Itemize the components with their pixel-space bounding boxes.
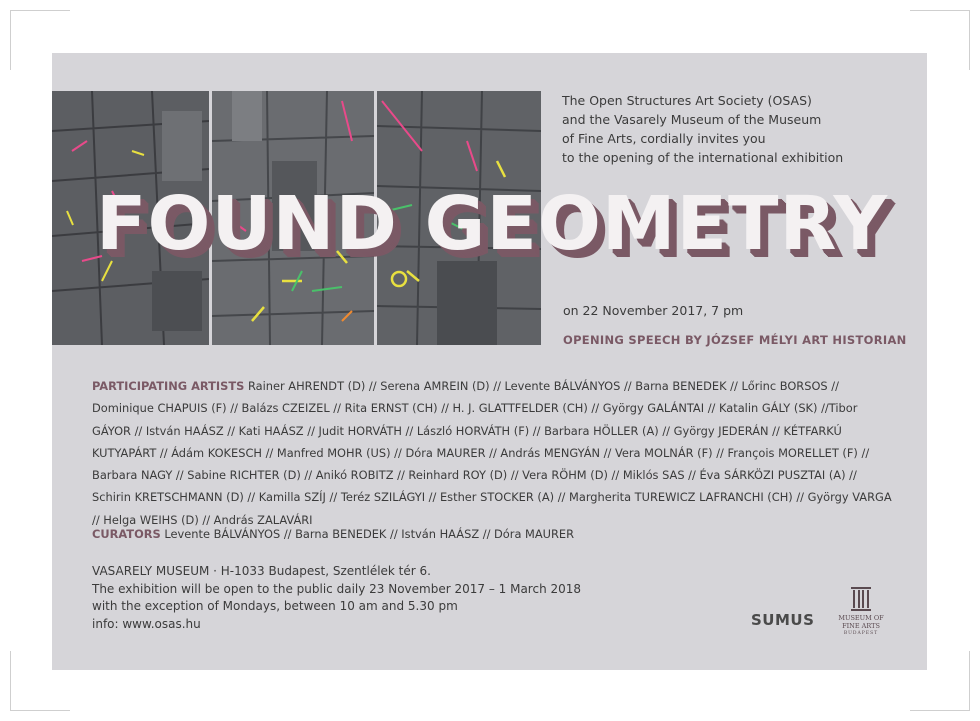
venue-info — [92, 563, 581, 633]
curators-list: Levente BÁLVÁNYOS // Barna BENEDEK // István HAÁSZ // Dóra MAURER — [164, 527, 575, 541]
opening-date: on 22 November 2017, 7 pm — [563, 303, 744, 318]
intro-line: to the opening of the international exhibition — [562, 150, 844, 165]
invitation-intro — [562, 91, 912, 167]
curators-label: CURATORS — [92, 527, 161, 541]
museum-name-line1: MUSEUM OF — [838, 614, 884, 622]
crop-mark — [969, 651, 970, 711]
exhibition-title: FOUND GEOMETRY — [96, 181, 889, 267]
crop-mark — [10, 10, 70, 11]
opening-speech: OPENING SPEECH BY JÓZSEF MÉLYI ART HISTORIAN — [563, 333, 907, 347]
opening-hours: The exhibition will be open to the public daily 23 November 2017 – 1 March 2018 — [92, 581, 582, 596]
curators — [92, 527, 892, 541]
participating-artists — [92, 375, 892, 531]
museum-city: BUDAPEST — [843, 631, 879, 636]
crop-mark — [10, 651, 11, 711]
sumus-logo: SUMUS — [751, 611, 815, 629]
intro-line: The Open Structures Art Society (OSAS) — [562, 93, 812, 108]
museum-name-line2: FINE ARTS — [842, 621, 880, 630]
intro-line: and the Vasarely Museum of the Museum — [562, 112, 822, 127]
closing-note: with the exception of Mondays, between 10 am and 5.30 pm — [92, 599, 458, 613]
artists-label: PARTICIPATING ARTISTS — [92, 379, 245, 393]
crop-mark — [910, 10, 970, 11]
crop-mark — [10, 10, 11, 70]
museum-columns-icon — [850, 586, 872, 612]
venue-address: VASARELY MUSEUM · H-1033 Budapest, Szentlélek tér 6. — [92, 564, 431, 578]
crop-mark — [10, 710, 70, 711]
intro-line: of Fine Arts, cordially invites you — [562, 131, 766, 146]
artists-list: Rainer AHRENDT (D) // Serena AMREIN (D) // Levente BÁLVÁNYOS // Barna BENEDEK // Lőrinc BORSOS // Dominique CHAPUIS (F) // Balázs CZEIZEL // Rita ERNST (CH) // H. J. GLATTFELDER (CH) // György GALÁNTAI // Katalin GÁLY (SK) //Tibor GÁYOR // István HAÁSZ // Kati HAÁSZ // Judit HORVÁTH // László HORVÁTH (F) // Barbara HÖLLER (A) // György JEDERÁN // KÉTFARKÚ KUTYAPÁRT // Ádám KOKESCH // Manfred MOHR (US) // Dóra MAURER // András MENGYÁN // Vera MOLNÁR (F) // François MORELLET (F) // Barbara NAGY // Sabine RICHTER (D) // Anikó ROBITZ // Reinhard ROY (D) // Vera RÖHM (D) // Miklós SAS // Éva SÁRKÖZI PUSZTAI (A) // Schirin KRETSCHMANN (D) // Kamilla SZÍJ // Teréz SZILÁGYI // Esther STOCKER (A) // Margherita TUREWICZ LAFRANCHI (CH) // György VARGA // Helga WEIHS (D) // András ZALAVÁRI — [92, 379, 892, 527]
website-info: info: www.osas.hu — [92, 616, 201, 631]
museum-of-fine-arts-logo — [838, 586, 884, 636]
crop-mark — [969, 10, 970, 70]
crop-mark — [910, 710, 970, 711]
invitation-card — [52, 53, 927, 670]
